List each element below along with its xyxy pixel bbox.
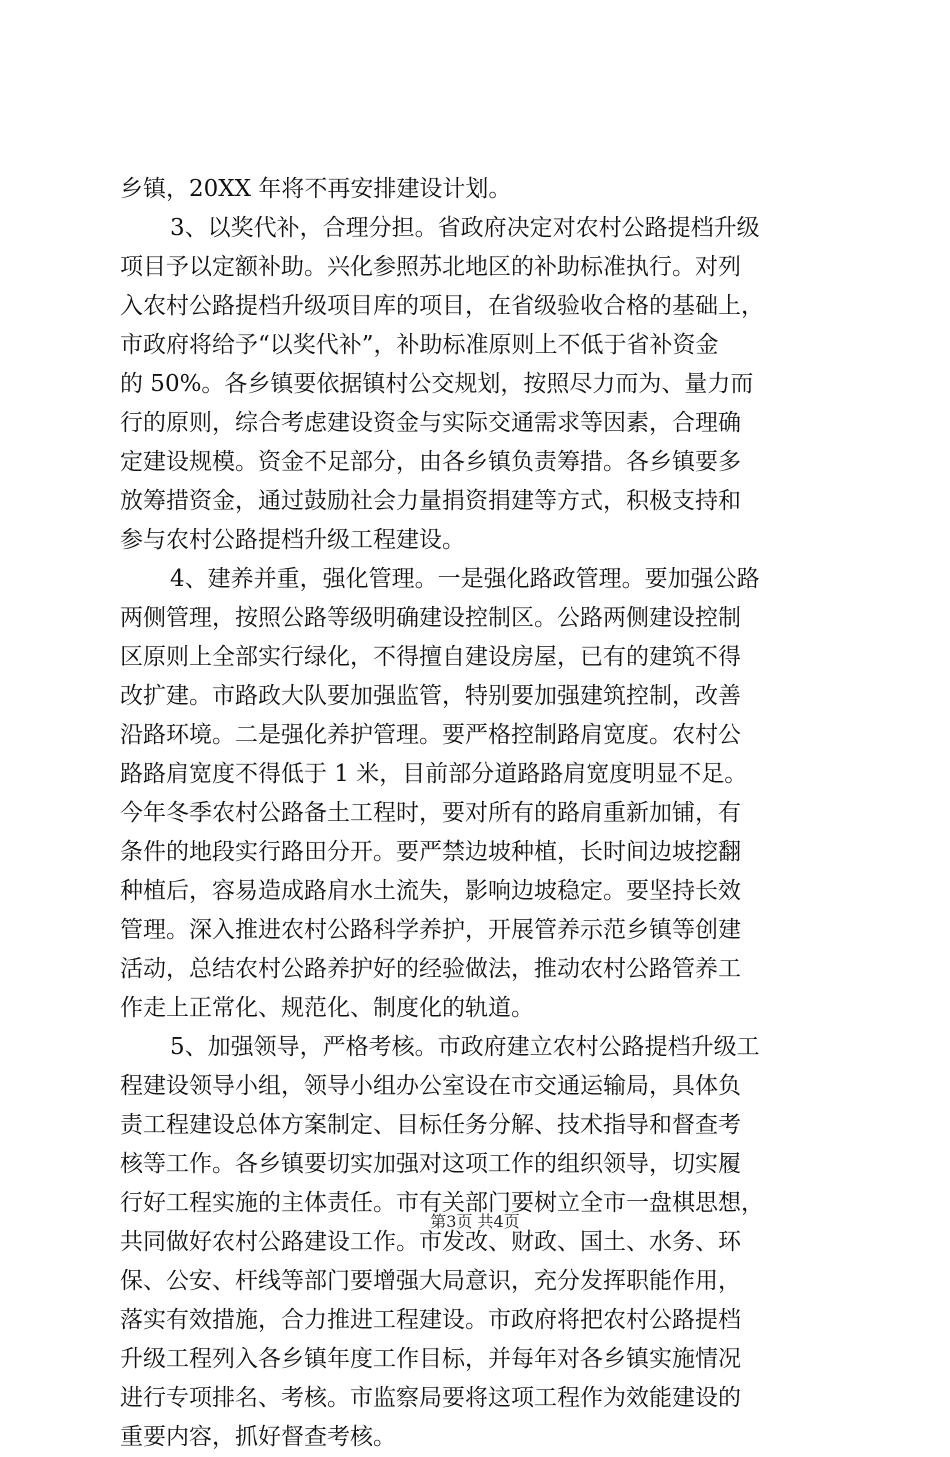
text-line: 4、建养并重，强化管理。一是强化路政管理。要加强公路 — [170, 566, 760, 592]
paragraph — [120, 1028, 832, 1457]
text-line: 行好工程实施的主体责任。市有关部门要树立全市一盘棋思想， — [120, 1190, 764, 1216]
text-line: 共同做好农村公路建设工作。市发改、财政、国土、水务、环 — [120, 1229, 741, 1255]
text-line: 进行专项排名、考核。市监察局要将这项工程作为效能建设的 — [120, 1385, 741, 1411]
text-line: 管理。深入推进农村公路科学养护，开展管养示范乡镇等创建 — [120, 917, 741, 943]
text-line: 3、以奖代补，合理分担。省政府决定对农村公路提档升级 — [170, 215, 760, 241]
text-line: 今年冬季农村公路备土工程时，要对所有的路肩重新加铺，有 — [120, 800, 741, 826]
text-line: 条件的地段实行路田分开。要严禁边坡种植，长时间边坡挖翻 — [120, 839, 741, 865]
text-line: 市政府将给予“以奖代补”，补助标准原则上不低于省补资金 — [120, 332, 719, 358]
text-line: 行的原则，综合考虑建设资金与实际交通需求等因素，合理确 — [120, 410, 741, 436]
text-line: 重要内容，抓好督查考核。 — [120, 1424, 396, 1450]
text-line: 沿路环境。二是强化养护管理。要严格控制路肩宽度。农村公 — [120, 722, 741, 748]
text-line: 作走上正常化、规范化、制度化的轨道。 — [120, 995, 534, 1021]
text-line: 升级工程列入各乡镇年度工作目标，并每年对各乡镇实施情况 — [120, 1346, 741, 1372]
text-line: 项目予以定额补助。兴化参照苏北地区的补助标准执行。对列 — [120, 254, 741, 280]
text-line: 活动，总结农村公路养护好的经验做法，推动农村公路管养工 — [120, 956, 741, 982]
paragraph — [120, 560, 832, 1028]
text-line: 两侧管理，按照公路等级明确建设控制区。公路两侧建设控制 — [120, 605, 741, 631]
text-line: 程建设领导小组，领导小组办公室设在市交通运输局，具体负 — [120, 1073, 741, 1099]
text-line: 区原则上全部实行绿化，不得擅自建设房屋，已有的建筑不得 — [120, 644, 741, 670]
text-line: 路路肩宽度不得低于 1 米，目前部分道路路肩宽度明显不足。 — [120, 761, 748, 787]
text-line: 定建设规模。资金不足部分，由各乡镇负责筹措。各乡镇要多 — [120, 449, 741, 475]
document-body — [120, 170, 832, 1457]
text-line: 改扩建。市路政大队要加强监管，特别要加强建筑控制，改善 — [120, 683, 741, 709]
text-line: 5、加强领导，严格考核。市政府建立农村公路提档升级工 — [170, 1034, 760, 1060]
page-footer: 第3页 共4页 — [430, 1212, 520, 1231]
text-line: 乡镇，20XX 年将不再安排建设计划。 — [120, 176, 512, 202]
text-line: 种植后，容易造成路肩水土流失，影响边坡稳定。要坚持长效 — [120, 878, 741, 904]
text-line: 参与农村公路提档升级工程建设。 — [120, 527, 465, 553]
text-line: 保、公安、杆线等部门要增强大局意识，充分发挥职能作用， — [120, 1268, 741, 1294]
paragraph — [120, 170, 832, 209]
paragraph — [120, 209, 832, 560]
text-line: 入农村公路提档升级项目库的项目，在省级验收合格的基础上， — [120, 293, 764, 319]
text-line: 核等工作。各乡镇要切实加强对这项工作的组织领导，切实履 — [120, 1151, 741, 1177]
text-line: 放筹措资金，通过鼓励社会力量捐资捐建等方式，积极支持和 — [120, 488, 741, 514]
text-line: 责工程建设总体方案制定、目标任务分解、技术指导和督查考 — [120, 1112, 741, 1138]
text-line: 的 50%。各乡镇要依据镇村公交规划，按照尽力而为、量力而 — [120, 371, 754, 397]
text-line: 落实有效措施，合力推进工程建设。市政府将把农村公路提档 — [120, 1307, 741, 1333]
